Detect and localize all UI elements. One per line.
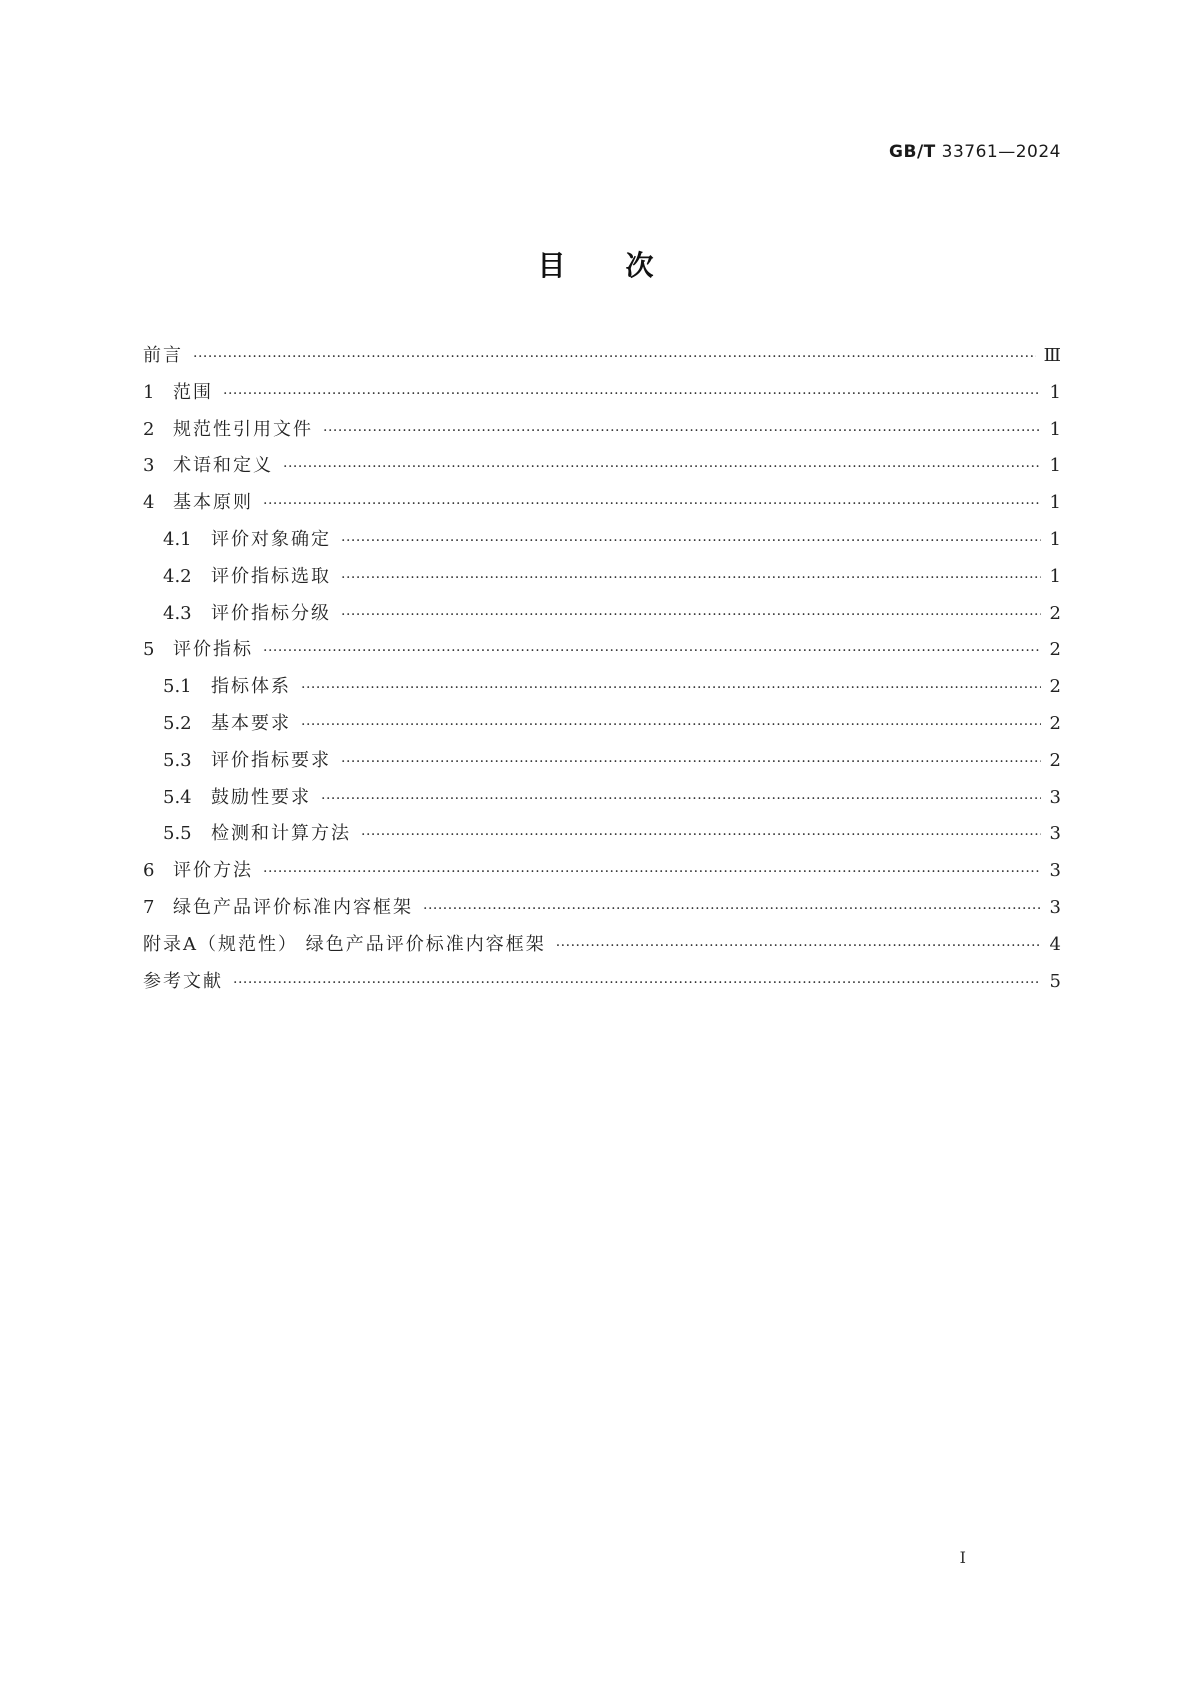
toc-entry-label: 前言 [143,345,183,366]
toc-entry-number: 5.1 [163,676,192,698]
standard-code: 33761—2024 [941,142,1061,162]
toc-entry[interactable] [143,375,1061,412]
toc-entry[interactable] [143,412,1061,449]
toc-entry-number: 5.4 [163,786,192,808]
toc-entry-page: 1 [1049,528,1061,550]
toc-entry-number: 5 [143,639,155,661]
toc-entry[interactable] [143,522,1061,559]
toc-entry-number: 4 [143,492,155,514]
toc-entry[interactable] [143,927,1061,964]
toc-entry-label: 指标体系 [211,676,291,698]
toc-entry[interactable] [143,632,1061,669]
toc-entry[interactable] [143,559,1061,596]
toc-entry[interactable] [143,448,1061,485]
toc-dot-leader [341,523,1041,560]
toc-entry-page: 2 [1049,602,1061,624]
toc-entry-page: 5 [1049,970,1061,992]
toc-entry[interactable] [143,338,1061,375]
toc-entry[interactable] [143,964,1061,1001]
toc-entry-label: 评价对象确定 [211,528,331,550]
toc-entry-number: 4.3 [163,602,192,624]
standard-prefix: GB/T [889,142,936,162]
toc-entry-label: 范围 [173,381,213,403]
toc-dot-leader [193,339,1036,376]
page-number: I [959,1548,966,1567]
toc-entry[interactable] [143,780,1061,817]
toc-dot-leader [341,560,1041,597]
toc-entry-number: 5.2 [163,712,192,734]
toc-dot-leader [301,670,1041,707]
toc-entry-page: 2 [1049,712,1061,734]
toc-entry[interactable] [143,706,1061,743]
toc-entry-number: 5.3 [163,749,192,771]
toc-entry-page: 1 [1049,492,1061,514]
toc-dot-leader [341,744,1041,781]
toc-dot-leader [323,413,1041,450]
toc-entry[interactable] [143,669,1061,706]
toc-entry-page: 1 [1049,418,1061,440]
toc-entry-page: 1 [1049,381,1061,403]
toc-entry-number: 5.5 [163,823,192,845]
toc-entry-label: 评价指标分级 [211,602,331,624]
toc-dot-leader [361,817,1041,854]
table-of-contents [143,338,1061,1000]
toc-entry[interactable] [143,816,1061,853]
toc-entry-number: 3 [143,455,155,477]
toc-entry-number: 6 [143,860,155,882]
toc-entry[interactable] [143,596,1061,633]
toc-dot-leader [301,707,1041,744]
toc-entry-label: 评价方法 [173,860,253,882]
toc-entry-page: 2 [1049,676,1061,698]
toc-entry-page: 1 [1049,455,1061,477]
toc-entry-label: 评价指标 [173,639,253,661]
toc-entry-number: 4.1 [163,528,192,550]
toc-entry[interactable] [143,743,1061,780]
toc-dot-leader [263,854,1041,891]
toc-entry-page: 3 [1049,896,1061,918]
toc-entry-page: 2 [1049,639,1061,661]
toc-entry-number: 4.2 [163,565,192,587]
toc-entry-page: 4 [1049,933,1061,955]
toc-entry-page: 3 [1049,860,1061,882]
toc-title: 目次 [537,249,714,282]
toc-entry-label: 评价指标要求 [211,749,331,771]
toc-entry-page: 3 [1049,786,1061,808]
toc-entry-label: 基本要求 [211,712,291,734]
toc-entry-number: 1 [143,381,155,403]
toc-entry-number: 2 [143,418,155,440]
toc-entry-label: 评价指标选取 [211,565,331,587]
toc-dot-leader [233,965,1041,1002]
toc-dot-leader [263,486,1041,523]
toc-entry-number: 7 [143,896,155,918]
toc-entry[interactable] [143,853,1061,890]
toc-entry-label: 基本原则 [173,492,253,514]
toc-entry-label: 绿色产品评价标准内容框架 [173,896,413,918]
toc-entry-label: 参考文献 [143,970,223,992]
toc-dot-leader [263,633,1041,670]
toc-dot-leader [283,449,1041,486]
toc-entry[interactable] [143,485,1061,522]
toc-entry-page: 1 [1049,565,1061,587]
toc-entry-label: 术语和定义 [173,455,273,477]
toc-dot-leader [321,781,1041,818]
toc-entry-label: 鼓励性要求 [211,786,311,808]
toc-dot-leader [423,891,1041,928]
toc-entry-page: Ⅲ [1043,345,1061,366]
toc-dot-leader [556,928,1041,965]
toc-dot-leader [223,376,1041,413]
toc-entry-page: 2 [1049,749,1061,771]
toc-entry-label: 附录A（规范性） 绿色产品评价标准内容框架 [143,933,546,955]
toc-entry-label: 规范性引用文件 [173,418,313,440]
toc-dot-leader [341,597,1041,634]
standard-number [889,142,1061,162]
toc-entry[interactable] [143,890,1061,927]
toc-entry-page: 3 [1049,823,1061,845]
toc-entry-label: 检测和计算方法 [211,823,351,845]
